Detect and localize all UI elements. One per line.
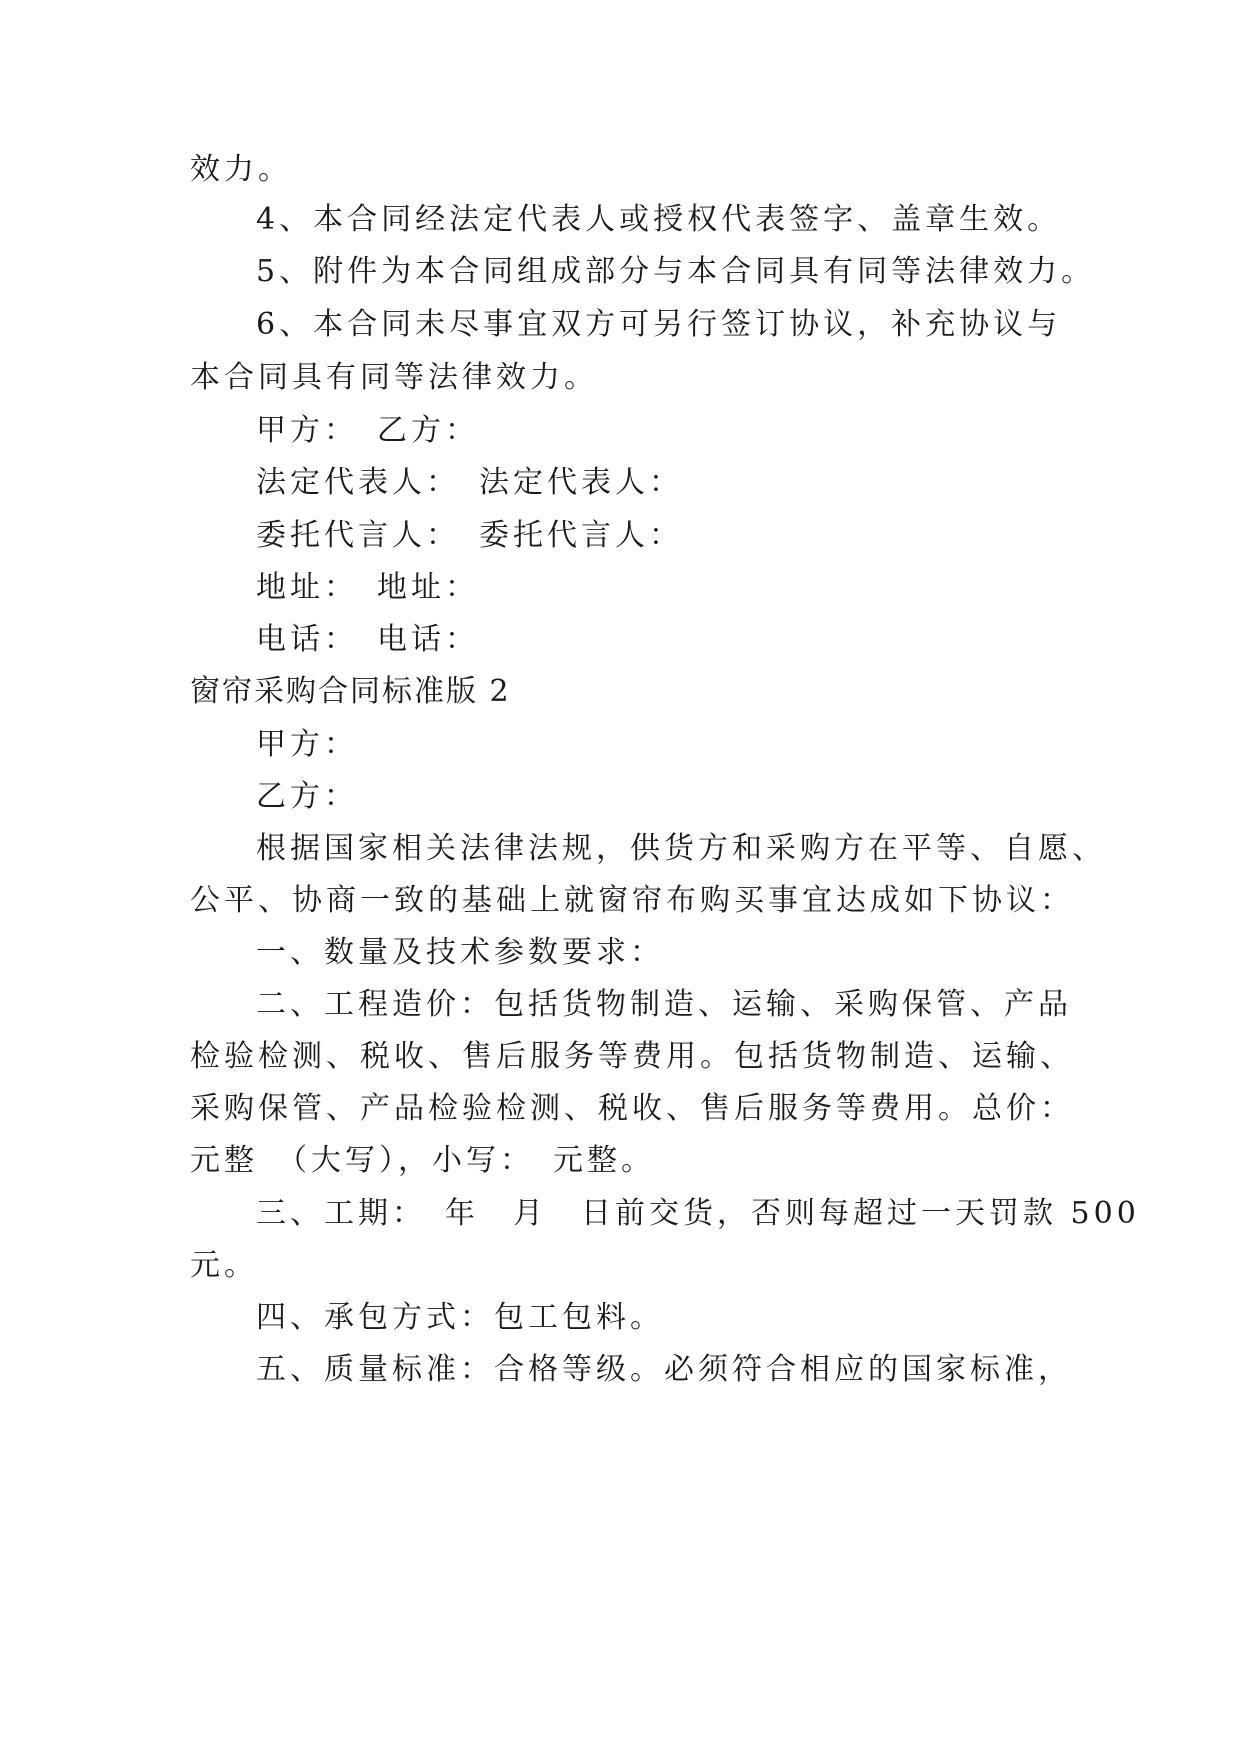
party-b-line: 乙方： [256,779,358,814]
text-line: 效力。 [190,152,292,187]
preamble-line: 根据国家相关法律法规，供货方和采购方在平等、自愿、 [256,831,1106,866]
clause-5: 5、附件为本合同组成部分与本合同具有同等法律效力。 [256,254,1096,289]
article-1: 一、数量及技术参数要求： [256,935,664,970]
article-2: 二、工程造价：包括货物制造、运输、采购保管、产品 [256,987,1072,1022]
text-line: 元整 （大写），小写： 元整。 [190,1143,655,1178]
text-line: 采购保管、产品检验检测、税收、售后服务等费用。总价： [190,1091,1074,1126]
party-a-line: 甲方： [256,727,358,762]
signature-agent-line: 委托代言人： 委托代言人： [256,518,683,553]
article-4: 四、承包方式：包工包料。 [256,1300,664,1335]
clause-4: 4、本合同经法定代表人或授权代表签字、盖章生效。 [256,202,1062,237]
signature-address-line: 地址： 地址： [256,570,479,605]
section-title: 窗帘采购合同标准版 2 [190,674,511,709]
signature-legal-rep-line: 法定代表人： 法定代表人： [256,465,683,500]
text-line: 检验检测、税收、售后服务等费用。包括货物制造、运输、 [190,1039,1074,1074]
text-line: 元。 [190,1248,258,1283]
clause-6: 6、本合同未尽事宜双方可另行签订协议，补充协议与 [256,307,1062,342]
article-3: 三、工期： 年 月 日前交货，否则每超过一天罚款 500 [256,1196,1140,1231]
text-line: 本合同具有同等法律效力。 [190,360,598,395]
article-5: 五、质量标准：合格等级。必须符合相应的国家标准， [256,1352,1072,1387]
signature-phone-line: 电话： 电话： [256,622,479,657]
signature-party-line: 甲方： 乙方： [256,413,479,448]
preamble-line: 公平、协商一致的基础上就窗帘布购买事宜达成如下协议： [190,883,1074,918]
